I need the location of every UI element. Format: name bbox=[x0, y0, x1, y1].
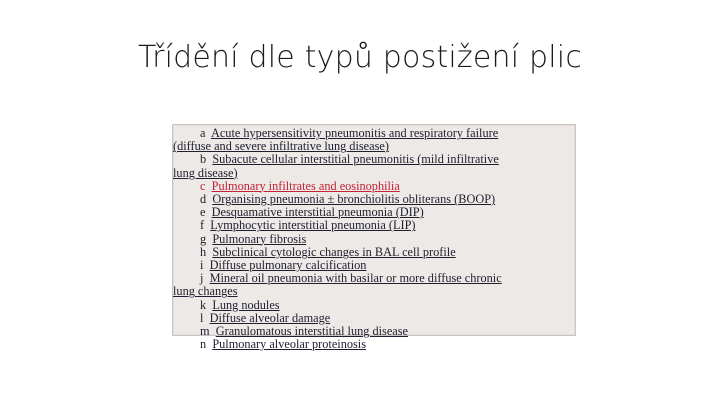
item-text: Mineral oil pneumonia with basilar or more diffuse chronic bbox=[209, 271, 502, 286]
item-text: Acute hypersensitivity pneumonitis and respiratory failure bbox=[210, 126, 499, 140]
item-letter: d bbox=[200, 192, 207, 207]
item-letter: k bbox=[200, 297, 207, 312]
classification-list-image bbox=[172, 124, 576, 352]
item-letter: a bbox=[200, 126, 206, 140]
item-text: Pulmonary fibrosis bbox=[212, 231, 307, 246]
item-letter: g bbox=[200, 231, 207, 246]
item-text: Subacute cellular interstitial pneumonitis (mild infiltrative bbox=[212, 152, 499, 167]
item-letter: n bbox=[200, 337, 207, 352]
list-item-n bbox=[200, 338, 569, 351]
item-letter: c bbox=[200, 178, 206, 193]
item-text: Organising pneumonia ± bronchiolitis obliterans (BOOP) bbox=[212, 192, 496, 207]
list-item-b bbox=[200, 153, 569, 166]
item-letter: b bbox=[200, 152, 207, 167]
item-letter: f bbox=[200, 218, 205, 233]
item-letter: m bbox=[200, 324, 210, 339]
item-text: Desquamative interstitial pneumonia (DIP) bbox=[211, 205, 424, 220]
item-text: Pulmonary infiltrates and eosinophilia bbox=[211, 178, 400, 193]
item-letter: i bbox=[200, 258, 204, 273]
item-text: Diffuse alveolar damage bbox=[209, 310, 331, 325]
item-text: Pulmonary alveolar proteinosis bbox=[212, 337, 366, 352]
item-text: Lymphocytic interstitial pneumonia (LIP) bbox=[210, 218, 416, 233]
item-letter: l bbox=[200, 310, 204, 325]
item-text-continued: lung disease) bbox=[173, 165, 238, 180]
item-text: Diffuse pulmonary calcification bbox=[209, 258, 367, 273]
slide-title: Třídění dle typů postižení plic bbox=[137, 40, 583, 75]
item-letter: j bbox=[200, 271, 204, 286]
item-text-continued: (diffuse and severe infiltrative lung disease) bbox=[173, 139, 389, 154]
item-text: Lung nodules bbox=[212, 297, 280, 312]
item-text: Subclinical cytologic changes in BAL cell profile bbox=[212, 244, 456, 259]
item-letter: e bbox=[200, 205, 206, 220]
item-text: Granulomatous interstitial lung disease bbox=[215, 324, 409, 339]
item-letter: h bbox=[200, 244, 207, 259]
item-text-continued: lung changes bbox=[173, 284, 238, 299]
list-item-j bbox=[200, 272, 569, 285]
